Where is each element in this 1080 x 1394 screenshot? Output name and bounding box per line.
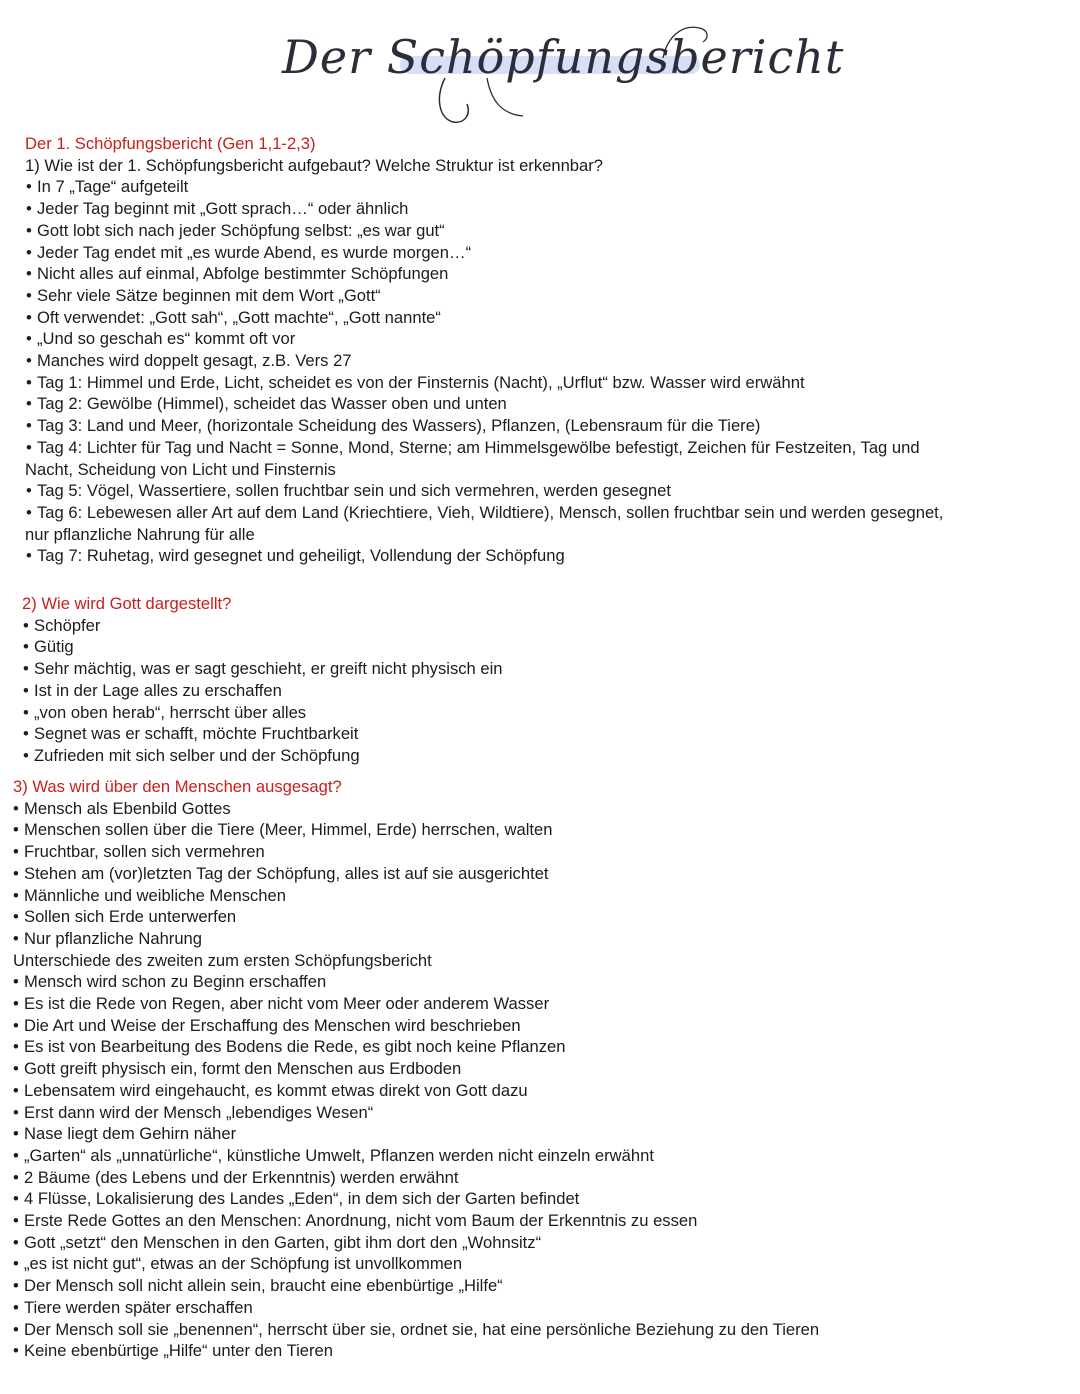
list-item: • Nase liegt dem Gehirn näher xyxy=(0,1123,1080,1145)
list-item-day-4: • Tag 4: Lichter für Tag und Nacht = Sonne, Mond, Sterne; am Himmelsgewölbe befestigt, Zeichen für Festzeiten, Tag und xyxy=(0,437,1080,459)
list-item: • Es ist die Rede von Regen, aber nicht vom Meer oder anderem Wasser xyxy=(0,993,1080,1015)
list-item: • „Und so geschah es“ kommt oft vor xyxy=(0,328,1080,350)
differences-list xyxy=(0,971,1080,1362)
list-item: • Der Mensch soll nicht allein sein, braucht eine ebenbürtige „Hilfe“ xyxy=(0,1275,1080,1297)
list-item: • Gott lobt sich nach jeder Schöpfung selbst: „es war gut“ xyxy=(0,220,1080,242)
list-item: • 4 Flüsse, Lokalisierung des Landes „Eden“, in dem sich der Garten befindet xyxy=(0,1188,1080,1210)
list-item: • Sollen sich Erde unterwerfen xyxy=(0,906,1080,928)
list-item: • Lebensatem wird eingehaucht, es kommt etwas direkt von Gott dazu xyxy=(0,1080,1080,1102)
section-heading: 3) Was wird über den Menschen ausgesagt? xyxy=(13,777,342,796)
list-item: • Der Mensch soll sie „benennen“, herrscht über sie, ordnet sie, hat eine persönliche Beziehung zu den Tieren xyxy=(0,1319,1080,1341)
list-item: • Manches wird doppelt gesagt, z.B. Vers 27 xyxy=(0,350,1080,372)
list-item: • Fruchtbar, sollen sich vermehren xyxy=(0,841,1080,863)
list-item: • Mensch wird schon zu Beginn erschaffen xyxy=(0,971,1080,993)
list-item: • Oft verwendet: „Gott sah“, „Gott machte“, „Gott nannte“ xyxy=(0,307,1080,329)
list-item-day-6: • Tag 6: Lebewesen aller Art auf dem Land (Kriechtiere, Vieh, Wildtiere), Mensch, sollen fruchtbar sein und werden gesegnet, xyxy=(0,502,1080,524)
list-item: • „von oben herab“, herrscht über alles xyxy=(0,702,1080,724)
list-item: • Segnet was er schafft, möchte Fruchtbarkeit xyxy=(0,723,1080,745)
section-god-depiction xyxy=(0,593,1080,767)
list-item: • Die Art und Weise der Erschaffung des Menschen wird beschrieben xyxy=(0,1015,1080,1037)
list-item: • Gütig xyxy=(0,636,1080,658)
list-item: • Erst dann wird der Mensch „lebendiges Wesen“ xyxy=(0,1102,1080,1124)
section-heading-differences: Unterschiede des zweiten zum ersten Schöpfungsbericht xyxy=(13,950,432,970)
section-first-creation-account xyxy=(0,133,1080,567)
list-item: • Sehr mächtig, was er sagt geschieht, er greift nicht physisch ein xyxy=(0,658,1080,680)
list-item: • „es ist nicht gut“, etwas an der Schöpfung ist unvollkommen xyxy=(0,1253,1080,1275)
list-item: • Schöpfer xyxy=(0,615,1080,637)
list-item: • Erste Rede Gottes an den Menschen: Anordnung, nicht vom Baum der Erkenntnis zu essen xyxy=(0,1210,1080,1232)
list-item: • Tag 1: Himmel und Erde, Licht, scheidet es von der Finsternis (Nacht), „Urflut“ bzw. Wasser wird erwähnt xyxy=(0,372,1080,394)
list-item: • Tag 2: Gewölbe (Himmel), scheidet das Wasser oben und unten xyxy=(0,393,1080,415)
page-title: Der Schöpfungsbericht xyxy=(282,30,845,84)
title-area xyxy=(0,18,1080,128)
structure-list xyxy=(0,176,1080,567)
list-item: • Tiere werden später erschaffen xyxy=(0,1297,1080,1319)
list-item: • Mensch als Ebenbild Gottes xyxy=(0,798,1080,820)
list-item: • Stehen am (vor)letzten Tag der Schöpfung, alles ist auf sie ausgerichtet xyxy=(0,863,1080,885)
list-item: • Ist in der Lage alles zu erschaffen xyxy=(0,680,1080,702)
question-structure: 1) Wie ist der 1. Schöpfungsbericht aufgebaut? Welche Struktur ist erkennbar? xyxy=(25,155,604,175)
list-item-continuation: Nacht, Scheidung von Licht und Finsternis xyxy=(25,459,336,479)
list-item: • Keine ebenbürtige „Hilfe“ unter den Tieren xyxy=(0,1340,1080,1362)
list-item: • Jeder Tag endet mit „es wurde Abend, es wurde morgen…“ xyxy=(0,242,1080,264)
section-heading: 2) Wie wird Gott dargestellt? xyxy=(22,594,232,613)
list-item: • Nur pflanzliche Nahrung xyxy=(0,928,1080,950)
list-item: • Gott greift physisch ein, formt den Menschen aus Erdboden xyxy=(0,1058,1080,1080)
list-item: • Nicht alles auf einmal, Abfolge bestimmter Schöpfungen xyxy=(0,263,1080,285)
list-item: • 2 Bäume (des Lebens und der Erkenntnis) werden erwähnt xyxy=(0,1167,1080,1189)
list-item-continuation: nur pflanzliche Nahrung für alle xyxy=(25,524,255,544)
list-item-day-7: • Tag 7: Ruhetag, wird gesegnet und geheiligt, Vollendung der Schöpfung xyxy=(0,545,1080,567)
section-heading: Der 1. Schöpfungsbericht (Gen 1,1-2,3) xyxy=(25,134,316,153)
list-item: • Männliche und weibliche Menschen xyxy=(0,885,1080,907)
list-item-day-5: • Tag 5: Vögel, Wassertiere, sollen fruchtbar sein und sich vermehren, werden gesegnet xyxy=(0,480,1080,502)
list-item: • Jeder Tag beginnt mit „Gott sprach…“ oder ähnlich xyxy=(0,198,1080,220)
list-item: • Es ist von Bearbeitung des Bodens die Rede, es gibt noch keine Pflanzen xyxy=(0,1036,1080,1058)
list-item: • Zufrieden mit sich selber und der Schöpfung xyxy=(0,745,1080,767)
human-list xyxy=(0,798,1080,950)
list-item: • „Garten“ als „unnatürliche“, künstliche Umwelt, Pflanzen werden nicht einzeln erwähnt xyxy=(0,1145,1080,1167)
list-item: • Menschen sollen über die Tiere (Meer, Himmel, Erde) herrschen, walten xyxy=(0,819,1080,841)
list-item: • In 7 „Tage“ aufgeteilt xyxy=(0,176,1080,198)
list-item: • Sehr viele Sätze beginnen mit dem Wort „Gott“ xyxy=(0,285,1080,307)
god-list xyxy=(0,615,1080,767)
section-human-statements xyxy=(0,776,1080,1362)
list-item: • Gott „setzt“ den Menschen in den Garten, gibt ihm dort den „Wohnsitz“ xyxy=(0,1232,1080,1254)
list-item: • Tag 3: Land und Meer, (horizontale Scheidung des Wassers), Pflanzen, (Lebensraum für die Tiere) xyxy=(0,415,1080,437)
